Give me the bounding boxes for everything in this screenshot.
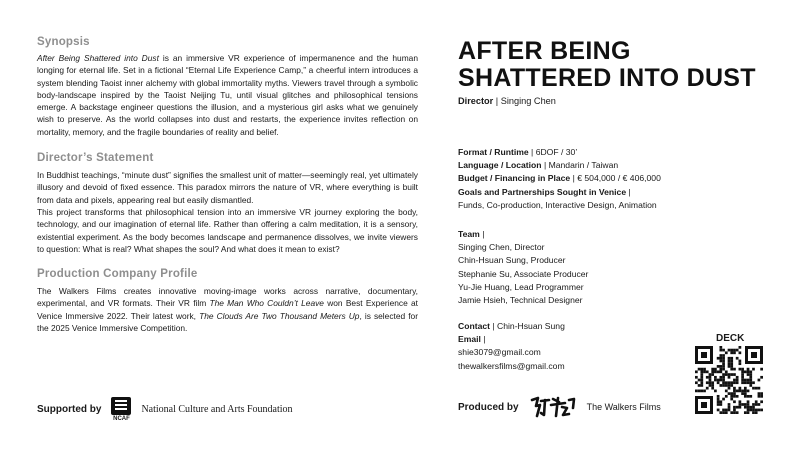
synopsis-title: After Being Shattered into Dust xyxy=(37,53,159,63)
qr-module xyxy=(700,376,703,379)
qr-module xyxy=(752,403,755,406)
qr-module xyxy=(730,349,733,352)
contact-row: Contact | Chin-Hsuan Sung xyxy=(458,321,565,331)
qr-module xyxy=(739,390,742,393)
qr-module xyxy=(747,411,750,414)
qr-module xyxy=(722,376,725,379)
company-text xyxy=(37,285,418,334)
title-line-2: SHATTERED INTO DUST xyxy=(458,64,756,92)
team-member: Singing Chen, Director xyxy=(458,242,545,253)
qr-module xyxy=(728,373,731,376)
qr-module xyxy=(733,392,736,395)
company-film-1: The Man Who Couldn’t Leave xyxy=(209,298,324,309)
qr-module xyxy=(758,403,761,406)
qr-module xyxy=(722,409,725,412)
qr-module xyxy=(709,379,712,382)
project-title xyxy=(458,38,778,92)
qr-module xyxy=(728,349,731,352)
qr-module xyxy=(747,409,750,412)
qr-module xyxy=(741,379,744,382)
statement-heading: Director’s Statement xyxy=(37,152,154,165)
qr-module xyxy=(739,368,742,371)
team-heading: Team | xyxy=(458,229,485,239)
qr-module xyxy=(755,411,758,414)
qr-module xyxy=(719,354,722,357)
company-heading: Production Company Profile xyxy=(37,268,198,281)
qr-module xyxy=(744,387,747,390)
qr-module xyxy=(736,379,739,382)
format-value: 6DOF / 30’ xyxy=(535,147,578,157)
qr-module xyxy=(747,406,750,409)
produced-label: Produced by xyxy=(458,401,519,413)
qr-module xyxy=(722,368,725,371)
qr-module xyxy=(722,362,725,365)
qr-module xyxy=(744,395,747,398)
qr-module xyxy=(744,392,747,395)
qr-module xyxy=(700,390,703,393)
qr-module xyxy=(722,398,725,401)
qr-module xyxy=(719,368,722,371)
qr-module xyxy=(752,381,755,384)
language-value: Mandarin / Taiwan xyxy=(548,160,619,171)
qr-module xyxy=(760,400,763,403)
qr-module xyxy=(722,373,725,376)
qr-module xyxy=(749,370,752,373)
company-text-part1: The Walkers Films creates innovative moving-image works across narrative, documentary, experimental, and VR formats. Their VR film xyxy=(37,286,418,309)
budget-label: Budget / Financing in Place xyxy=(458,173,571,184)
qr-module xyxy=(739,346,742,349)
qr-module xyxy=(719,357,722,360)
qr-module xyxy=(733,379,736,382)
qr-module xyxy=(725,370,728,373)
qr-module xyxy=(749,373,752,376)
qr-module xyxy=(722,411,725,414)
qr-module xyxy=(717,357,720,360)
qr-module xyxy=(709,381,712,384)
qr-module xyxy=(730,384,733,387)
qr-module xyxy=(736,406,739,409)
deck-label: DECK xyxy=(716,333,745,344)
qr-module xyxy=(730,368,733,371)
qr-module xyxy=(733,406,736,409)
left-column xyxy=(37,36,418,334)
supported-by xyxy=(37,397,293,422)
qr-module xyxy=(752,411,755,414)
qr-module xyxy=(733,390,736,393)
qr-module xyxy=(719,400,722,403)
qr-module xyxy=(744,370,747,373)
qr-finder-icon xyxy=(745,346,763,364)
contact-label: Contact xyxy=(458,321,490,331)
qr-module xyxy=(747,368,750,371)
qr-module xyxy=(730,381,733,384)
qr-module xyxy=(749,395,752,398)
qr-module xyxy=(706,387,709,390)
qr-module xyxy=(728,365,731,368)
qr-module xyxy=(733,373,736,376)
qr-module xyxy=(717,398,720,401)
qr-module xyxy=(698,379,701,382)
qr-module xyxy=(717,365,720,368)
qr-module xyxy=(736,381,739,384)
email-link[interactable]: shie3079@gmail.com xyxy=(458,347,541,358)
qr-module xyxy=(730,392,733,395)
qr-module xyxy=(728,381,731,384)
qr-module xyxy=(747,400,750,403)
qr-module xyxy=(719,403,722,406)
goals-value: Funds, Co-production, Interactive Design, Animation xyxy=(458,199,657,210)
qr-module xyxy=(739,387,742,390)
qr-module xyxy=(725,390,728,393)
qr-module xyxy=(695,390,698,393)
qr-module xyxy=(719,384,722,387)
qr-module xyxy=(752,368,755,371)
qr-module xyxy=(736,411,739,414)
qr-module xyxy=(725,409,728,412)
qr-module xyxy=(736,357,739,360)
qr-module xyxy=(700,373,703,376)
qr-module xyxy=(730,360,733,363)
qr-module xyxy=(728,384,731,387)
qr-module xyxy=(725,411,728,414)
qr-module xyxy=(719,411,722,414)
ncaf-logo-icon xyxy=(111,397,131,415)
qr-module xyxy=(739,351,742,354)
qr-module xyxy=(719,376,722,379)
qr-module xyxy=(725,351,728,354)
team-member: Stephanie Su, Associate Producer xyxy=(458,268,589,279)
qr-module xyxy=(711,368,714,371)
qr-module xyxy=(709,376,712,379)
qr-module xyxy=(755,400,758,403)
qr-module xyxy=(736,349,739,352)
qr-module xyxy=(717,395,720,398)
qr-module xyxy=(714,390,717,393)
supported-label: Supported by xyxy=(37,404,102,415)
qr-module xyxy=(758,379,761,382)
qr-module xyxy=(760,409,763,412)
qr-module xyxy=(703,370,706,373)
qr-module xyxy=(711,370,714,373)
statement-paragraph-2: This project transforms that philosophical tension into an immersive VR journey exploring the body, technology, and our imagination of eternal life. Rather than offering a calm meditation, it is a sensory, existential experiment. As the body becomes landscape and permanence dissolves, we invite viewers to question: What is real? What shapes the soul? And what does it mean to exist? xyxy=(37,206,418,254)
qr-module xyxy=(744,411,747,414)
qr-module xyxy=(719,379,722,382)
qr-module xyxy=(714,379,717,382)
qr-module xyxy=(747,370,750,373)
qr-module xyxy=(760,392,763,395)
qr-module xyxy=(728,406,731,409)
qr-module xyxy=(725,395,728,398)
qr-module xyxy=(749,379,752,382)
qr-module xyxy=(730,365,733,368)
contact-section xyxy=(458,320,565,373)
qr-module xyxy=(698,384,701,387)
qr-module xyxy=(739,362,742,365)
qr-module xyxy=(739,360,742,363)
produced-by xyxy=(458,396,661,418)
qr-module xyxy=(719,370,722,373)
qr-module xyxy=(760,376,763,379)
email-row: Email | xyxy=(458,334,486,345)
qr-module xyxy=(695,370,698,373)
qr-module xyxy=(758,409,761,412)
qr-module xyxy=(739,406,742,409)
qr-module xyxy=(744,379,747,382)
qr-module xyxy=(733,395,736,398)
language-label: Language / Location xyxy=(458,160,542,171)
qr-module xyxy=(698,368,701,371)
qr-module xyxy=(736,376,739,379)
qr-module xyxy=(758,392,761,395)
qr-module xyxy=(741,381,744,384)
qr-module xyxy=(711,384,714,387)
qr-module xyxy=(700,379,703,382)
qr-module xyxy=(700,384,703,387)
team-label: Team xyxy=(458,229,480,239)
company-text-part3: , is selected for the 2025 Venice Immersive Competition. xyxy=(37,310,418,334)
qr-module xyxy=(730,351,733,354)
ncaf-logo-text: NCAF xyxy=(113,416,130,422)
qr-module xyxy=(717,370,720,373)
ncaf-name: National Culture and Arts Foundation xyxy=(141,404,293,415)
qr-module xyxy=(739,400,742,403)
qr-module xyxy=(719,365,722,368)
qr-module xyxy=(717,400,720,403)
qr-module xyxy=(722,379,725,382)
qr-module xyxy=(744,381,747,384)
qr-module xyxy=(717,409,720,412)
qr-module xyxy=(730,357,733,360)
qr-module xyxy=(709,373,712,376)
qr-module xyxy=(749,381,752,384)
qr-module xyxy=(733,400,736,403)
qr-module xyxy=(728,409,731,412)
team-member: Yu-Jie Huang, Lead Programmer xyxy=(458,281,584,292)
goals-label: Goals and Partnerships Sought in Venice xyxy=(458,186,627,197)
qr-module xyxy=(749,406,752,409)
synopsis-text xyxy=(37,52,418,138)
qr-module xyxy=(711,381,714,384)
email-link[interactable]: thewalkersfilms@gmail.com xyxy=(458,360,565,371)
project-info xyxy=(458,146,788,212)
qr-module xyxy=(758,395,761,398)
synopsis-body: is an immersive VR experience of impermanence and the human longing for eternal life. Set in a fictional “Eternal Life Experience Camp,” a cheerful intern introduces a system blending Taoist inner alchemy with global immortality myths. Viewers travel through a symbolic body-landscape inspired by the Taoist Neijing Tu, until visual glitches and philosophical tensions emerge. A backstage engineer questions the illusion, and a mysterious girl asks what we genuinely wish to preserve. As the world collapses into dust and restarts, the experience invites reflection on mortality, memory, and the fragile boundaries of reality and belief. xyxy=(37,53,418,137)
qr-module xyxy=(711,387,714,390)
goals-row: Goals and Partnerships Sought in Venice | xyxy=(458,186,631,197)
title-line-1: AFTER BEING xyxy=(458,37,631,65)
qr-module xyxy=(730,398,733,401)
qr-module xyxy=(752,409,755,412)
qr-module xyxy=(730,373,733,376)
qr-module xyxy=(700,370,703,373)
qr-module xyxy=(728,362,731,365)
qr-module xyxy=(728,392,731,395)
qr-module xyxy=(725,373,728,376)
qr-finder-icon xyxy=(695,396,713,414)
qr-module xyxy=(747,379,750,382)
qr-module xyxy=(760,395,763,398)
qr-module xyxy=(739,403,742,406)
qr-module xyxy=(741,392,744,395)
qr-module xyxy=(719,349,722,352)
qr-module xyxy=(755,403,758,406)
qr-module xyxy=(733,411,736,414)
qr-module xyxy=(698,390,701,393)
qr-module xyxy=(703,368,706,371)
qr-module xyxy=(725,384,728,387)
qr-module xyxy=(706,376,709,379)
qr-module xyxy=(733,409,736,412)
qr-module xyxy=(747,373,750,376)
qr-module xyxy=(730,362,733,365)
qr-module xyxy=(733,368,736,371)
qr-module xyxy=(703,390,706,393)
qr-module xyxy=(749,384,752,387)
deck-qr-code[interactable] xyxy=(695,346,763,414)
qr-module xyxy=(744,406,747,409)
qr-module xyxy=(760,368,763,371)
qr-module xyxy=(733,349,736,352)
team-member: Jamie Hsieh, Technical Designer xyxy=(458,295,583,306)
language-row: Language / Location | Mandarin / Taiwan xyxy=(458,160,619,171)
qr-module xyxy=(700,381,703,384)
synopsis-heading: Synopsis xyxy=(37,36,90,48)
qr-module xyxy=(717,379,720,382)
qr-module xyxy=(717,403,720,406)
qr-module xyxy=(747,395,750,398)
qr-module xyxy=(730,411,733,414)
qr-module xyxy=(736,390,739,393)
company-text-part2: won Best Experience at Venice Immersive 2022. Their latest work, xyxy=(37,298,418,321)
walkers-films-name: The Walkers Films xyxy=(586,402,661,412)
qr-module xyxy=(728,376,731,379)
qr-module xyxy=(725,381,728,384)
director-label: Director xyxy=(458,96,494,106)
qr-module xyxy=(706,381,709,384)
budget-value: € 504,000 / € 406,000 xyxy=(577,173,661,184)
qr-module xyxy=(736,395,739,398)
team-member: Chin-Hsuan Sung, Producer xyxy=(458,255,566,266)
qr-module xyxy=(741,403,744,406)
statement-paragraph-1: In Buddhist teachings, “minute dust” signifies the smallest unit of matter—seemingly real, yet ultimately illusory and devoid of fixed essence. This paradox mirrors the nature of VR, where everything is built from data and pixels, appearing real but easily dismantled. xyxy=(37,170,418,205)
qr-module xyxy=(749,376,752,379)
qr-module xyxy=(733,351,736,354)
qr-module xyxy=(752,387,755,390)
director-line: Director | Singing Chen xyxy=(458,96,556,106)
format-label: Format / Runtime xyxy=(458,147,529,157)
qr-module xyxy=(722,384,725,387)
qr-module xyxy=(722,354,725,357)
format-row: Format / Runtime | 6DOF / 30’ xyxy=(458,147,578,157)
qr-module xyxy=(733,387,736,390)
contact-name: Chin-Hsuan Sung xyxy=(497,321,565,331)
qr-module xyxy=(722,360,725,363)
team-section xyxy=(458,228,588,307)
qr-module xyxy=(752,406,755,409)
qr-module xyxy=(741,376,744,379)
qr-module xyxy=(741,370,744,373)
company-film-2: The Clouds Are Two Thousand Meters Up xyxy=(199,310,360,321)
qr-module xyxy=(709,384,712,387)
qr-module xyxy=(733,381,736,384)
qr-module xyxy=(749,409,752,412)
qr-module xyxy=(722,381,725,384)
qr-module xyxy=(719,360,722,363)
qr-module xyxy=(728,387,731,390)
director-name: Singing Chen xyxy=(500,96,556,106)
qr-module xyxy=(728,357,731,360)
qr-module xyxy=(714,368,717,371)
qr-module xyxy=(744,403,747,406)
qr-module xyxy=(717,381,720,384)
ncaf-logo xyxy=(109,397,133,422)
qr-module xyxy=(711,373,714,376)
qr-module xyxy=(722,349,725,352)
qr-module xyxy=(747,381,750,384)
qr-module xyxy=(741,390,744,393)
qr-module xyxy=(730,395,733,398)
qr-module xyxy=(714,370,717,373)
budget-row: Budget / Financing in Place | € 504,000 / € 406,000 xyxy=(458,173,661,184)
qr-module xyxy=(706,370,709,373)
qr-module xyxy=(722,357,725,360)
qr-module xyxy=(741,373,744,376)
walkers-films-logo-icon xyxy=(529,396,577,418)
qr-module xyxy=(719,346,722,349)
qr-module xyxy=(755,409,758,412)
qr-module xyxy=(758,387,761,390)
qr-module xyxy=(747,403,750,406)
email-label: Email xyxy=(458,334,481,345)
qr-module xyxy=(741,368,744,371)
qr-module xyxy=(722,365,725,368)
qr-module xyxy=(744,390,747,393)
qr-module xyxy=(695,376,698,379)
qr-finder-icon xyxy=(695,346,713,364)
qr-module xyxy=(747,390,750,393)
qr-module xyxy=(728,403,731,406)
qr-module xyxy=(728,360,731,363)
qr-module xyxy=(700,368,703,371)
qr-module xyxy=(755,387,758,390)
qr-module xyxy=(714,376,717,379)
qr-module xyxy=(695,381,698,384)
